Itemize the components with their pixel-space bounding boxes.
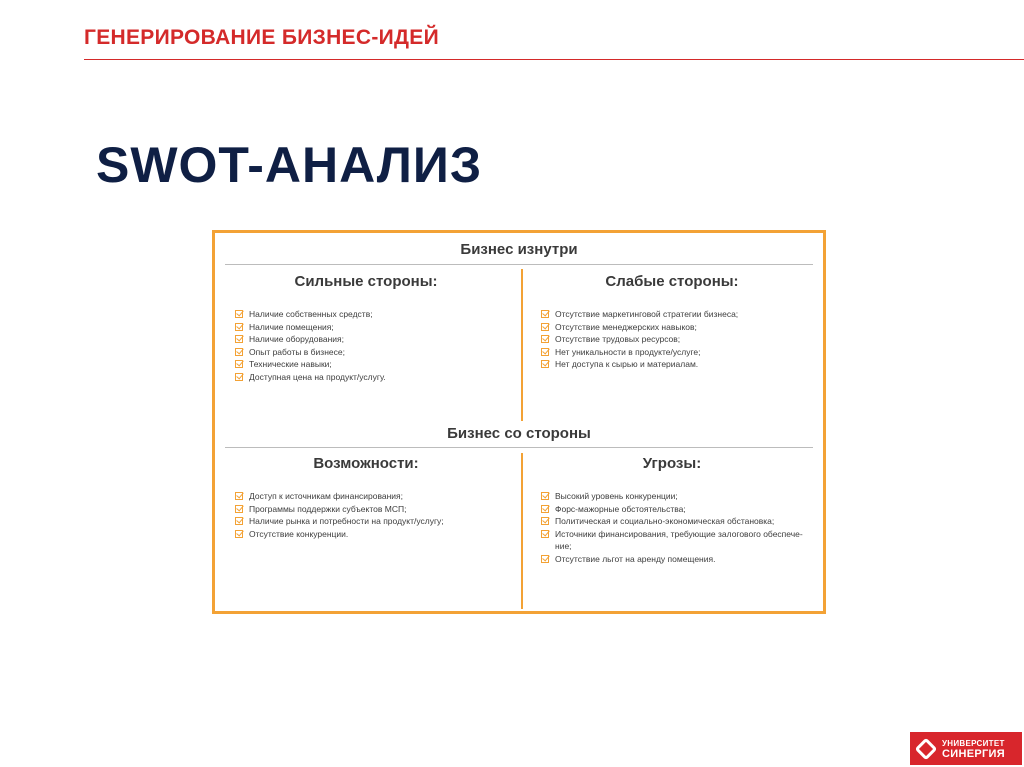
external-heading: Бизнес со стороны — [447, 425, 591, 442]
logo-big-text: СИНЕРГИЯ — [942, 747, 1005, 760]
list-item-text: Нет доступа к сырью и материалам. — [555, 359, 699, 369]
list-item-text: Отсутствие маркетинговой стратегии бизнеса; — [555, 309, 739, 319]
list-item — [235, 308, 511, 321]
checkbox-icon — [235, 373, 243, 381]
logo-text — [942, 739, 1005, 759]
logo-small-text: УНИВЕРСИТЕТ — [942, 738, 1005, 748]
list-item — [541, 528, 817, 553]
checkbox-icon — [541, 348, 549, 356]
list-item-text: Доступ к источникам финансирования; — [249, 491, 404, 501]
list-item-text: Программы поддержки субъектов МСП; — [249, 503, 407, 514]
list-item — [235, 515, 511, 528]
list-item — [541, 333, 817, 346]
opportunities-title: Возможности: — [313, 455, 419, 472]
checkbox-icon — [541, 360, 549, 368]
synergy-logo — [910, 732, 1022, 765]
list-item-text: Технические навыки; — [249, 359, 332, 369]
list-item — [541, 553, 817, 566]
list-item — [235, 503, 511, 516]
list-item — [235, 528, 511, 541]
list-item-text: Источники финансирования, требующие залогового обеспече-ние; — [555, 528, 803, 551]
checkbox-icon — [541, 323, 549, 331]
vertical-divider-bottom — [521, 453, 523, 609]
checkbox-icon — [235, 310, 243, 318]
list-item — [235, 490, 511, 503]
checkbox-icon — [541, 492, 549, 500]
opportunities-list — [221, 490, 511, 540]
list-item-text: Отсутствие менеджерских навыков; — [555, 321, 697, 332]
external-divider — [225, 447, 813, 448]
list-item-text: Форс-мажорные обстоятельства; — [555, 503, 686, 514]
list-item-text: Наличие рынка и потребности на продукт/услугу; — [249, 516, 444, 526]
list-item — [541, 308, 817, 321]
checkbox-icon — [541, 530, 549, 538]
weaknesses-quadrant — [527, 273, 817, 371]
checkbox-icon — [235, 505, 243, 513]
weaknesses-list — [527, 308, 817, 371]
header-title: ГЕНЕРИРОВАНИЕ БИЗНЕС-ИДЕЙ — [84, 26, 439, 49]
internal-heading: Бизнес изнутри — [460, 241, 578, 258]
list-item — [541, 515, 817, 528]
checkbox-icon — [235, 323, 243, 331]
threats-quadrant — [527, 455, 817, 565]
list-item — [235, 333, 511, 346]
opportunities-quadrant — [221, 455, 511, 540]
checkbox-icon — [541, 505, 549, 513]
list-item — [235, 371, 511, 384]
list-item-text: Политическая и социально-экономическая обстановка; — [555, 516, 775, 526]
checkbox-icon — [235, 360, 243, 368]
list-item-text: Опыт работы в бизнесе; — [249, 346, 345, 357]
header-divider — [84, 59, 1024, 60]
list-item — [541, 490, 817, 503]
slide-title: SWOT-АНАЛИЗ — [96, 137, 483, 193]
list-item-text: Отсутствие льгот на аренду помещения. — [555, 553, 716, 564]
list-item — [235, 346, 511, 359]
threats-title: Угрозы: — [642, 455, 702, 472]
list-item-text: Наличие оборудования; — [249, 334, 345, 344]
checkbox-icon — [541, 517, 549, 525]
checkbox-icon — [541, 335, 549, 343]
checkbox-icon — [541, 310, 549, 318]
checkbox-icon — [235, 530, 243, 538]
list-item-text: Высокий уровень конкуренции; — [555, 491, 678, 501]
checkbox-icon — [541, 555, 549, 563]
swot-diagram — [212, 230, 826, 614]
vertical-divider-top — [521, 269, 523, 421]
strengths-title: Сильные стороны: — [294, 273, 438, 290]
checkbox-icon — [235, 348, 243, 356]
checkbox-icon — [235, 517, 243, 525]
internal-divider — [225, 264, 813, 265]
list-item-text: Доступная цена на продукт/услугу. — [249, 371, 386, 382]
list-item-text: Наличие собственных средств; — [249, 309, 373, 319]
list-item-text: Наличие помещения; — [249, 321, 334, 332]
weaknesses-title: Слабые стороны: — [605, 273, 739, 290]
list-item-text: Нет уникальности в продукте/услуге; — [555, 346, 701, 357]
list-item-text: Отсутствие трудовых ресурсов; — [555, 334, 681, 344]
checkbox-icon — [235, 335, 243, 343]
synergy-logo-icon — [915, 737, 938, 760]
list-item — [541, 503, 817, 516]
list-item — [541, 358, 817, 371]
list-item — [235, 321, 511, 334]
checkbox-icon — [235, 492, 243, 500]
list-item — [235, 358, 511, 371]
list-item-text: Отсутствие конкуренции. — [249, 528, 349, 539]
strengths-quadrant — [221, 273, 511, 383]
list-item — [541, 321, 817, 334]
threats-list — [527, 490, 817, 565]
strengths-list — [221, 308, 511, 383]
list-item — [541, 346, 817, 359]
